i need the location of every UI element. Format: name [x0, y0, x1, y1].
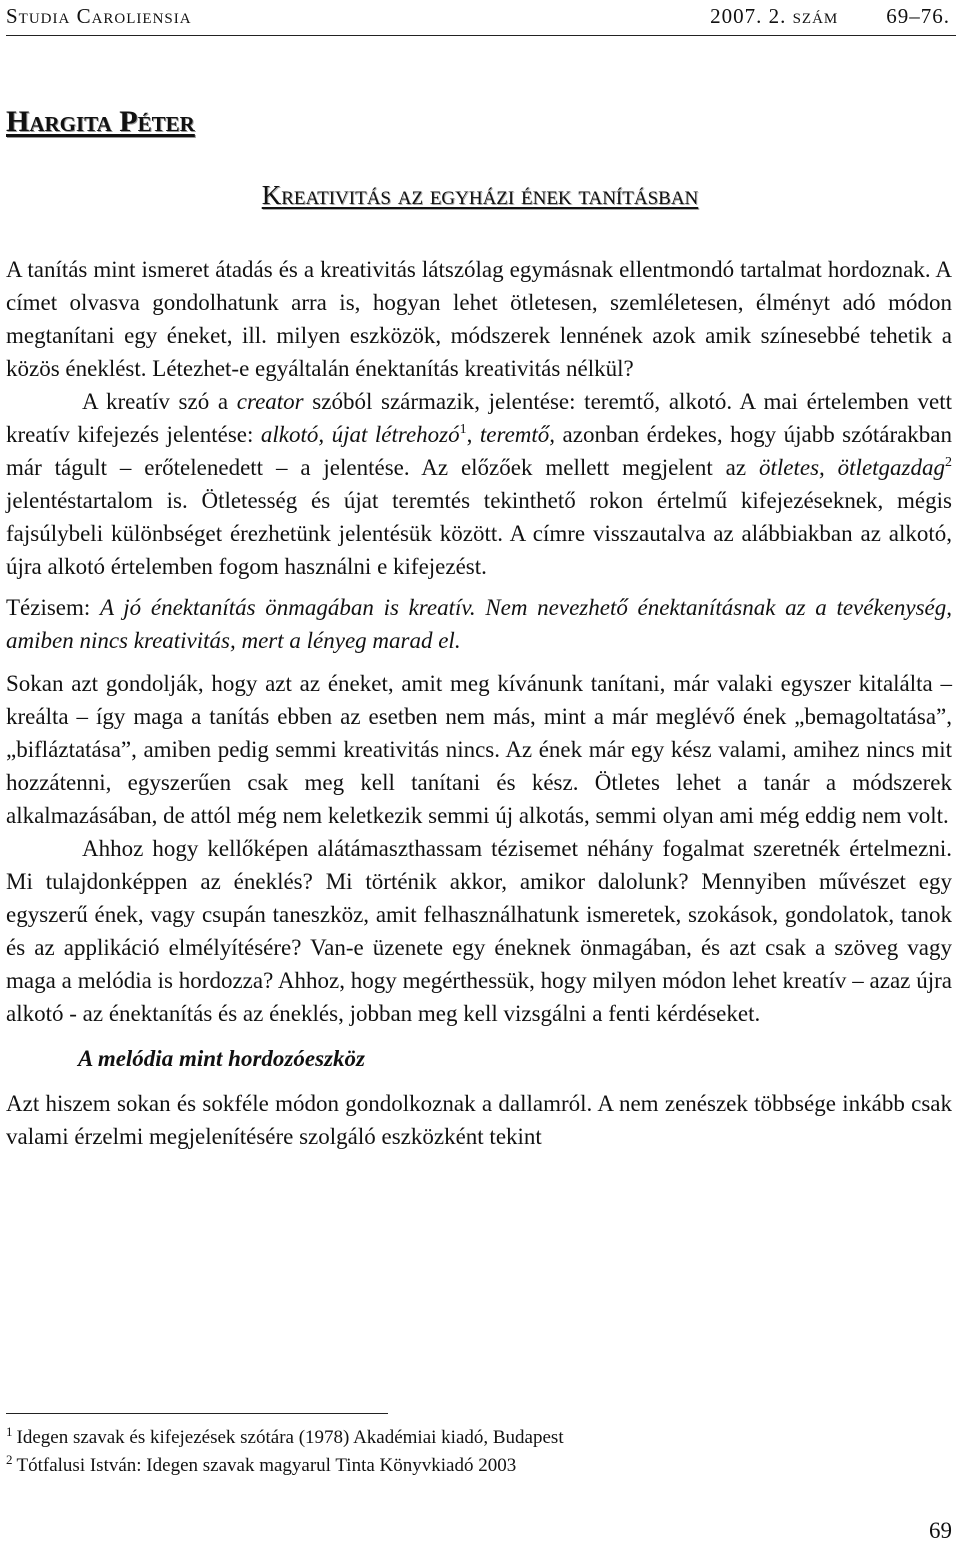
footnote-text: Tótfalusi István: Idegen szavak magyarul Tinta Könyvkiadó 2003	[16, 1455, 517, 1476]
text-run: ,	[466, 422, 480, 447]
footnotes	[6, 1413, 952, 1480]
footnote-number: 2	[6, 1452, 13, 1467]
section-heading: A melódia mint hordozóeszköz	[78, 1046, 365, 1071]
journal-name: Studia Caroliensia	[6, 4, 192, 28]
thesis-text: A jó énektanítás önmagában is kreatív. Nem nevezhető énektanításnak az a tevékenység, amiben nincs kreativitás, mert a lényeg marad el.	[6, 595, 953, 653]
footnote-rule	[6, 1413, 388, 1414]
paragraph-intro: A tanítás mint ismeret átadás és a kreativitás látszólag egymásnak ellentmondó tartalmat hordoznak. A címet olvasva gondolhatunk arra is, hogyan lehet ötletesen, szemléletesen, élményt adó módon megtanítani egy éneket, ill. milyen eszközök, módszerek lennének azok amik színesebbé tehetik a közös éneklést. Létezhet-e egyáltalán énektanítás kreativitás nélkül?	[6, 257, 952, 381]
footnote-ref-1[interactable]: 1	[459, 422, 467, 437]
article-title: Kreativitás az egyházi ének tanításban	[261, 180, 699, 210]
footnote-ref-2[interactable]: 2	[945, 455, 952, 470]
footnote-1	[6, 1424, 952, 1452]
italic-term: alkotó, újat létrehozó	[260, 422, 460, 447]
italic-term: creator	[236, 389, 304, 414]
paragraph-questions: Ahhoz hogy kellőképen alátámaszthassam tézisemet néhány fogalmat szeretnék értelmezni. Mi tulajdonképpen az éneklés? Mi történik akkor, amikor dalolunk? Mennyiben művészet egy egyszerű ének, vagy csupán taneszköz, amit felhasználhatunk ismeretek, szokások, gondolatok, tanok és az applikáció elmélyítésére? Van-e üzenete egy éneknek önmagában, és azt csak a szöveg vagy maga a melódia is hordozza? Ahhoz, hogy megérthessük, hogy milyen módon lehet kreatív – azaz újra alkotó - az énektanítás és az éneklés, jobban meg kell vizsgálni a fenti kérdéseket.	[6, 836, 952, 1026]
footnote-number: 1	[6, 1424, 13, 1439]
italic-term: ötletes, ötletgazdag	[758, 455, 945, 480]
thesis-label: Tézisem:	[6, 595, 100, 620]
text-run: jelentéstartalom is. Ötletesség és újat teremtés tekinthető rokon értelmű kifejezéseknek, mégis fajsúlybeli különbséget érezhetünk jelentésük között. A címre visszautalva az alábbiakban az alkotó, újra alkotó értelemben fogom használni e kifejezést.	[6, 488, 952, 579]
paragraph-definition	[6, 385, 952, 583]
text-run: szóból származik, jelentése: teremtő, alkotó. A mai értelemben vett kreatív kifejezés jelentése:	[6, 389, 952, 447]
paragraph-opinion: Sokan azt gondolják, hogy azt az éneket, amit meg kívánunk tanítani, már valaki egyszer kitalálta – kreálta – így maga a tanítás ebben az esetben nem más, mint a már meglévő ének „bemagoltatása”, „bifláztatása”, amiben pedig semmi kreativitás nincs. Az ének már egy kész valami, amihez nincs mit hozzátenni, egyszerűen csak meg kell tanítani és kész. Ötletes lehet a tanár a módszerek alkalmazásában, de attól még nem keletkezik semmi új alkotás, semmi olyan ami még eddig nem volt.	[6, 671, 952, 828]
footnote-2	[6, 1452, 952, 1480]
header-issue-pages	[710, 4, 950, 29]
footnote-text: Idegen szavak és kifejezések szótára (1978) Akadémiai kiadó, Budapest	[16, 1427, 564, 1448]
article-body	[6, 253, 952, 1153]
page-number: 69	[929, 1518, 952, 1543]
author-name: Hargita Péter	[6, 105, 195, 138]
header-rule	[6, 35, 956, 36]
text-run: azonban érdekes, hogy újabb szótárakban már tágult – erőtelenedett – a jelentése. Az előzőek mellett megjelent az	[6, 422, 953, 480]
text-run: A kreatív szó a	[82, 389, 237, 414]
running-header	[6, 4, 950, 34]
italic-term: teremtő,	[479, 422, 556, 447]
paragraph-thesis	[6, 591, 952, 657]
issue: 2007. 2. szám	[710, 4, 839, 28]
paragraph-melody: Azt hiszem sokan és sokféle módon gondolkoznak a dallamról. A nem zenészek többsége inkább csak valami érzelmi megjelenítésére szolgáló eszközként tekint	[6, 1091, 952, 1149]
page-range: 69–76.	[886, 4, 950, 28]
